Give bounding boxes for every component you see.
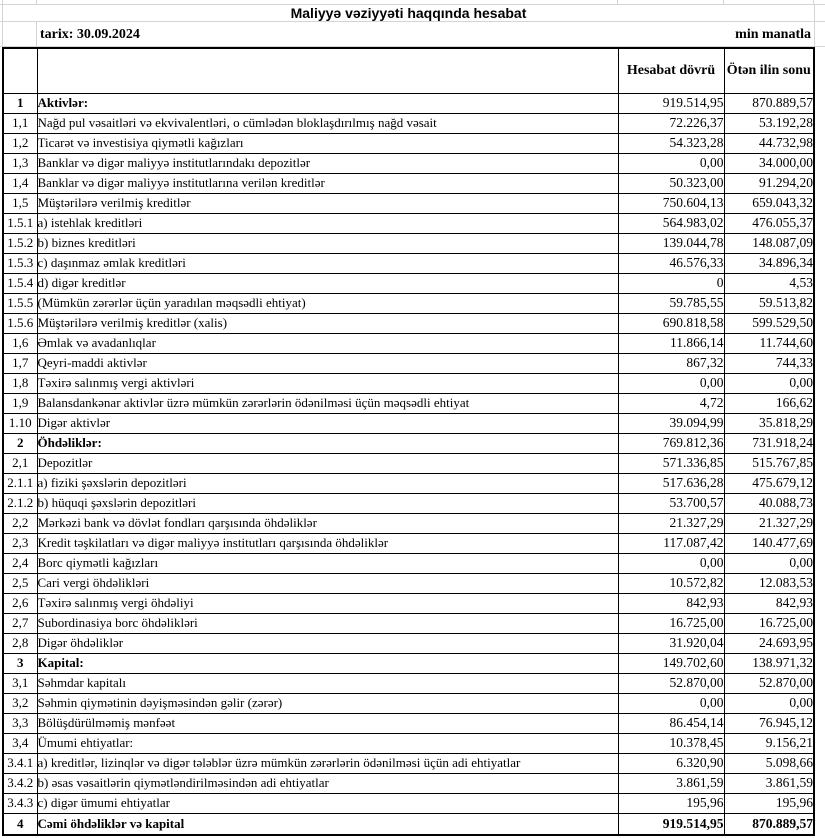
row-previous-value: 475.679,12: [724, 473, 814, 493]
table-row: [3, 153, 814, 173]
row-label: Öhdəliklər:: [37, 433, 618, 453]
row-label: Nağd pul vəsaitləri və ekvivalentləri, o cümlədən bloklaşdırılmış nağd vəsait: [37, 113, 618, 133]
row-current-value: 6.320,90: [618, 753, 724, 773]
row-number: 1,8: [3, 373, 37, 393]
row-label: a) fiziki şəxslərin depozitləri: [37, 473, 618, 493]
row-previous-value: 53.192,28: [724, 113, 814, 133]
row-current-value: 842,93: [618, 593, 724, 613]
row-previous-value: 195,96: [724, 793, 814, 813]
row-number: 3,1: [3, 673, 37, 693]
table-row: [3, 713, 814, 733]
row-previous-value: 34.896,34: [724, 253, 814, 273]
row-previous-value: 842,93: [724, 593, 814, 613]
row-previous-value: 138.971,32: [724, 653, 814, 673]
row-number: 1,3: [3, 153, 37, 173]
row-number: 1.5.4: [3, 273, 37, 293]
row-label: Kredit təşkilatları və digər maliyyə institutları qarşısında öhdəliklər: [37, 533, 618, 553]
row-label: b) əsas vəsaitlərin qiymətləndirilməsindən adi ehtiyatlar: [37, 773, 618, 793]
table-row: [3, 613, 814, 633]
row-number: 1.5.2: [3, 233, 37, 253]
row-label: Səhmdar kapitalı: [37, 673, 618, 693]
row-previous-value: 0,00: [724, 373, 814, 393]
row-label: Banklar və digər maliyyə institutlarına verilən kreditlər: [37, 173, 618, 193]
row-label: Digər öhdəliklər: [37, 633, 618, 653]
table-row: [3, 453, 814, 473]
row-number: 2,6: [3, 593, 37, 613]
row-number: 3,3: [3, 713, 37, 733]
report-date-label: tarix: 30.09.2024: [40, 26, 140, 42]
row-previous-value: 599.529,50: [724, 313, 814, 333]
row-label: Cəmi öhdəliklər və kapital: [37, 813, 618, 835]
row-current-value: 139.044,78: [618, 233, 724, 253]
table-row: [3, 773, 814, 793]
row-previous-value: 3.861,59: [724, 773, 814, 793]
row-previous-value: 515.767,85: [724, 453, 814, 473]
row-label: Borc qiymətli kağızları: [37, 553, 618, 573]
row-current-value: 53.700,57: [618, 493, 724, 513]
row-previous-value: 731.918,24: [724, 433, 814, 453]
row-number: 2,5: [3, 573, 37, 593]
row-number: 2,3: [3, 533, 37, 553]
row-previous-value: 870.889,57: [724, 93, 814, 113]
row-current-value: 0,00: [618, 693, 724, 713]
row-previous-value: 166,62: [724, 393, 814, 413]
row-label: Ümumi ehtiyatlar:: [37, 733, 618, 753]
row-label: Digər aktivlər: [37, 413, 618, 433]
row-number: 2,1: [3, 453, 37, 473]
row-current-value: 54.323,28: [618, 133, 724, 153]
row-previous-value: 9.156,21: [724, 733, 814, 753]
row-label: a) istehlak kreditləri: [37, 213, 618, 233]
row-current-value: 72.226,37: [618, 113, 724, 133]
row-number: 2,7: [3, 613, 37, 633]
row-number: 1,4: [3, 173, 37, 193]
row-previous-value: 76.945,12: [724, 713, 814, 733]
row-number: 1,2: [3, 133, 37, 153]
row-number: 1,7: [3, 353, 37, 373]
table-row: [3, 293, 814, 313]
table-row: [3, 553, 814, 573]
row-previous-value: 148.087,09: [724, 233, 814, 253]
table-row: [3, 593, 814, 613]
row-number: 1.5.3: [3, 253, 37, 273]
table-row: [3, 793, 814, 813]
row-previous-value: 659.043,32: [724, 193, 814, 213]
row-previous-value: 35.818,29: [724, 413, 814, 433]
row-number: 1.10: [3, 413, 37, 433]
row-label: Qeyri-maddi aktivlər: [37, 353, 618, 373]
table-row: [3, 433, 814, 453]
row-label: Subordinasiya borc öhdəlikləri: [37, 613, 618, 633]
row-previous-value: 16.725,00: [724, 613, 814, 633]
table-row: [3, 493, 814, 513]
row-current-value: 195,96: [618, 793, 724, 813]
row-current-value: 31.920,04: [618, 633, 724, 653]
row-label: Əmlak və avadanlıqlar: [37, 333, 618, 353]
table-row: [3, 253, 814, 273]
row-current-value: 52.870,00: [618, 673, 724, 693]
row-current-value: 564.983,02: [618, 213, 724, 233]
row-number: 3,2: [3, 693, 37, 713]
row-label: b) hüquqi şəxslərin depozitləri: [37, 493, 618, 513]
table-row: [3, 653, 814, 673]
row-current-value: 46.576,33: [618, 253, 724, 273]
row-label: Təxirə salınmış vergi öhdəliyi: [37, 593, 618, 613]
table-row: [3, 313, 814, 333]
row-label: Cari vergi öhdəlikləri: [37, 573, 618, 593]
row-previous-value: 40.088,73: [724, 493, 814, 513]
unit-label: min manatla: [735, 26, 811, 42]
header-label-cell: [37, 48, 618, 93]
row-current-value: 10.572,82: [618, 573, 724, 593]
row-label: Kapital:: [37, 653, 618, 673]
row-current-value: 16.725,00: [618, 613, 724, 633]
table-row: [3, 173, 814, 193]
row-number: 1,1: [3, 113, 37, 133]
row-label: Depozitlər: [37, 453, 618, 473]
row-previous-value: 0,00: [724, 693, 814, 713]
table-row: [3, 333, 814, 353]
report-title: Maliyyə vəziyyəti haqqında hesabat: [2, 4, 815, 21]
row-previous-value: 11.744,60: [724, 333, 814, 353]
row-label: Ticarət və investisiya qiymətli kağızları: [37, 133, 618, 153]
col-header-current: Hesabat dövrü: [618, 48, 724, 93]
table-row: [3, 693, 814, 713]
table-body: [3, 93, 814, 835]
table-row: [3, 373, 814, 393]
meta-row: [2, 22, 815, 47]
row-previous-value: 91.294,20: [724, 173, 814, 193]
row-label: Səhmin qiymətinin dəyişməsindən gəlir (zərər): [37, 693, 618, 713]
row-previous-value: 34.000,00: [724, 153, 814, 173]
row-label: c) digər ümumi ehtiyatlar: [37, 793, 618, 813]
row-previous-value: 0,00: [724, 553, 814, 573]
row-current-value: 690.818,58: [618, 313, 724, 333]
row-number: 2.1.1: [3, 473, 37, 493]
table-row: [3, 673, 814, 693]
row-previous-value: 140.477,69: [724, 533, 814, 553]
table-row: [3, 213, 814, 233]
row-number: 1.5.1: [3, 213, 37, 233]
col-header-previous: Ötən ilin sonu: [724, 48, 814, 93]
table-row: [3, 533, 814, 553]
row-number: 2,4: [3, 553, 37, 573]
row-current-value: 919.514,95: [618, 813, 724, 835]
row-label: b) biznes kreditləri: [37, 233, 618, 253]
row-previous-value: 744,33: [724, 353, 814, 373]
table-row: [3, 113, 814, 133]
row-number: 3: [3, 653, 37, 673]
row-current-value: 59.785,55: [618, 293, 724, 313]
row-number: 2,2: [3, 513, 37, 533]
row-current-value: 3.861,59: [618, 773, 724, 793]
row-label: (Mümkün zərərlər üçün yaradılan məqsədli ehtiyat): [37, 293, 618, 313]
row-number: 1,5: [3, 193, 37, 213]
row-number: 2.1.2: [3, 493, 37, 513]
row-number: 3.4.2: [3, 773, 37, 793]
row-label: Müştərilərə verilmiş kreditlər: [37, 193, 618, 213]
row-number: 2,8: [3, 633, 37, 653]
row-previous-value: 5.098,66: [724, 753, 814, 773]
table-header-row: [3, 48, 814, 93]
table-row: [3, 193, 814, 213]
table-row: [3, 393, 814, 413]
table-row: [3, 273, 814, 293]
row-current-value: 0: [618, 273, 724, 293]
row-number: 3.4.3: [3, 793, 37, 813]
row-current-value: 571.336,85: [618, 453, 724, 473]
row-number: 1,9: [3, 393, 37, 413]
header-no-cell: [3, 48, 37, 93]
row-number: 1,6: [3, 333, 37, 353]
row-current-value: 0,00: [618, 553, 724, 573]
row-current-value: 0,00: [618, 153, 724, 173]
row-previous-value: 21.327,29: [724, 513, 814, 533]
table-row: [3, 133, 814, 153]
table-row: [3, 353, 814, 373]
row-label: a) kreditlər, lizinqlər və digər tələblər üzrə mümkün zərərlərin ödənilməsi üçün adi ehtiyatlar: [37, 753, 618, 773]
row-current-value: 149.702,60: [618, 653, 724, 673]
row-previous-value: 59.513,82: [724, 293, 814, 313]
table-row: [3, 513, 814, 533]
table-row: [3, 813, 814, 835]
row-previous-value: 12.083,53: [724, 573, 814, 593]
row-previous-value: 476.055,37: [724, 213, 814, 233]
row-current-value: 919.514,95: [618, 93, 724, 113]
row-label: d) digər kreditlər: [37, 273, 618, 293]
row-current-value: 0,00: [618, 373, 724, 393]
row-label: Aktivlər:: [37, 93, 618, 113]
row-label: Balansdankənar aktivlər üzrə mümkün zərərlərin ödənilməsi üçün məqsədli ehtiyat: [37, 393, 618, 413]
row-label: Müştərilərə verilmiş kreditlər (xalis): [37, 313, 618, 333]
table-row: [3, 413, 814, 433]
row-current-value: 50.323,00: [618, 173, 724, 193]
row-number: 2: [3, 433, 37, 453]
row-number: 4: [3, 813, 37, 835]
row-previous-value: 870.889,57: [724, 813, 814, 835]
row-current-value: 39.094,99: [618, 413, 724, 433]
row-label: Bölüşdürülməmiş mənfəət: [37, 713, 618, 733]
row-current-value: 517.636,28: [618, 473, 724, 493]
financial-table: [2, 47, 815, 836]
row-current-value: 750.604,13: [618, 193, 724, 213]
row-current-value: 11.866,14: [618, 333, 724, 353]
row-number: 3,4: [3, 733, 37, 753]
row-number: 1.5.6: [3, 313, 37, 333]
table-row: [3, 633, 814, 653]
row-previous-value: 24.693,95: [724, 633, 814, 653]
table-row: [3, 733, 814, 753]
row-label: Mərkəzi bank və dövlət fondları qarşısında öhdəliklər: [37, 513, 618, 533]
row-current-value: 867,32: [618, 353, 724, 373]
table-row: [3, 473, 814, 493]
row-label: Təxirə salınmış vergi aktivləri: [37, 373, 618, 393]
table-row: [3, 753, 814, 773]
row-previous-value: 52.870,00: [724, 673, 814, 693]
row-current-value: 4,72: [618, 393, 724, 413]
row-number: 1.5.5: [3, 293, 37, 313]
row-current-value: 117.087,42: [618, 533, 724, 553]
row-current-value: 10.378,45: [618, 733, 724, 753]
row-label: Banklar və digər maliyyə institutlarındakı depozitlər: [37, 153, 618, 173]
row-previous-value: 4,53: [724, 273, 814, 293]
row-current-value: 21.327,29: [618, 513, 724, 533]
row-number: 1: [3, 93, 37, 113]
table-row: [3, 233, 814, 253]
row-number: 3.4.1: [3, 753, 37, 773]
row-previous-value: 44.732,98: [724, 133, 814, 153]
row-current-value: 86.454,14: [618, 713, 724, 733]
row-current-value: 769.812,36: [618, 433, 724, 453]
table-row: [3, 573, 814, 593]
table-row: [3, 93, 814, 113]
row-label: c) daşınmaz əmlak kreditləri: [37, 253, 618, 273]
